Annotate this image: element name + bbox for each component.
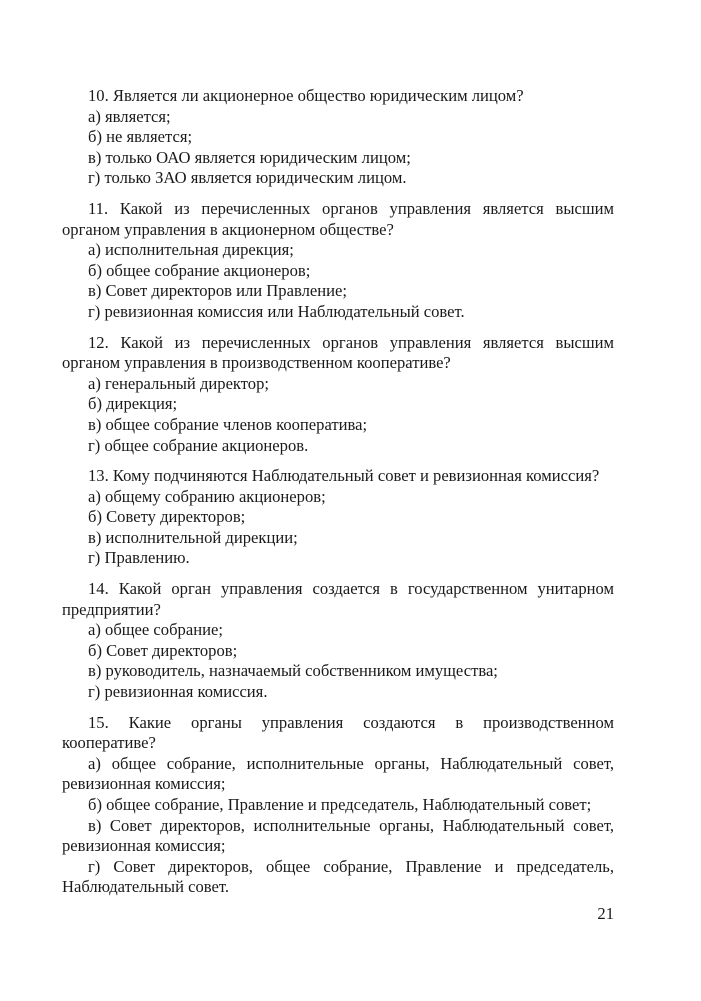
answer-option: б) не является; bbox=[88, 127, 193, 147]
answer-option: в) исполнительной дирекции; bbox=[88, 527, 298, 547]
question-stem: 14. Какой орган управления создается в государственном унитарном предприятии? bbox=[62, 579, 614, 619]
answer-option: а) общее собрание; bbox=[88, 620, 223, 640]
answer-option: в) Совет директоров, исполнительные органы, Наблюдательный совет, ревизионная комиссия; bbox=[62, 815, 614, 856]
answer-option: а) исполнительная дирекция; bbox=[88, 240, 294, 260]
answer-option: а) генеральный директор; bbox=[88, 373, 270, 393]
question-stem: 13. Кому подчиняются Наблюдательный совет и ревизионная комиссия? bbox=[88, 466, 600, 486]
answer-option: г) Совет директоров, общее собрание, Правление и председатель, Наблюдательный совет. bbox=[62, 856, 614, 897]
answer-option: в) Совет директоров или Правление; bbox=[88, 281, 347, 301]
question-10 bbox=[62, 86, 614, 189]
question-stem: 10. Является ли акционерное общество юридическим лицом? bbox=[88, 86, 524, 105]
question-12 bbox=[62, 333, 614, 457]
answer-option: а) общее собрание, исполнительные органы, Наблюдательный совет, ревизионная комиссия; bbox=[62, 753, 614, 794]
answer-option: а) общему собранию акционеров; bbox=[88, 486, 326, 506]
answer-option: в) руководитель, назначаемый собственником имущества; bbox=[88, 661, 498, 681]
page-body bbox=[62, 86, 614, 908]
answer-option: в) общее собрание членов кооператива; bbox=[88, 414, 368, 434]
answer-option: г) ревизионная комиссия или Наблюдательный совет. bbox=[88, 301, 465, 321]
question-stem: 11. Какой из перечисленных органов управления является высшим органом управления в акционерном обществе? bbox=[62, 198, 614, 239]
answer-option: г) общее собрание акционеров. bbox=[88, 435, 309, 455]
answer-option: б) общее собрание акционеров; bbox=[88, 260, 311, 280]
answer-option: г) только ЗАО является юридическим лицом. bbox=[88, 168, 407, 188]
answer-option: а) является; bbox=[88, 106, 171, 126]
answer-option: б) Совету директоров; bbox=[88, 507, 246, 527]
answer-option: в) только ОАО является юридическим лицом; bbox=[88, 147, 411, 167]
answer-option: г) ревизионная комиссия. bbox=[88, 682, 268, 702]
question-13 bbox=[62, 466, 614, 569]
question-stem: 15. Какие органы управления создаются в производственном кооперативе? bbox=[62, 712, 614, 753]
page-number: 21 bbox=[597, 904, 614, 923]
question-11 bbox=[62, 199, 614, 323]
answer-option: б) дирекция; bbox=[88, 394, 178, 414]
answer-option: б) общее собрание, Правление и председатель, Наблюдательный совет; bbox=[88, 795, 592, 814]
answer-option: б) Совет директоров; bbox=[88, 640, 238, 660]
question-15 bbox=[62, 713, 614, 898]
question-14 bbox=[62, 579, 614, 703]
answer-option: г) Правлению. bbox=[88, 548, 190, 568]
question-stem: 12. Какой из перечисленных органов управления является высшим органом управления в производственном кооперативе? bbox=[62, 332, 614, 373]
